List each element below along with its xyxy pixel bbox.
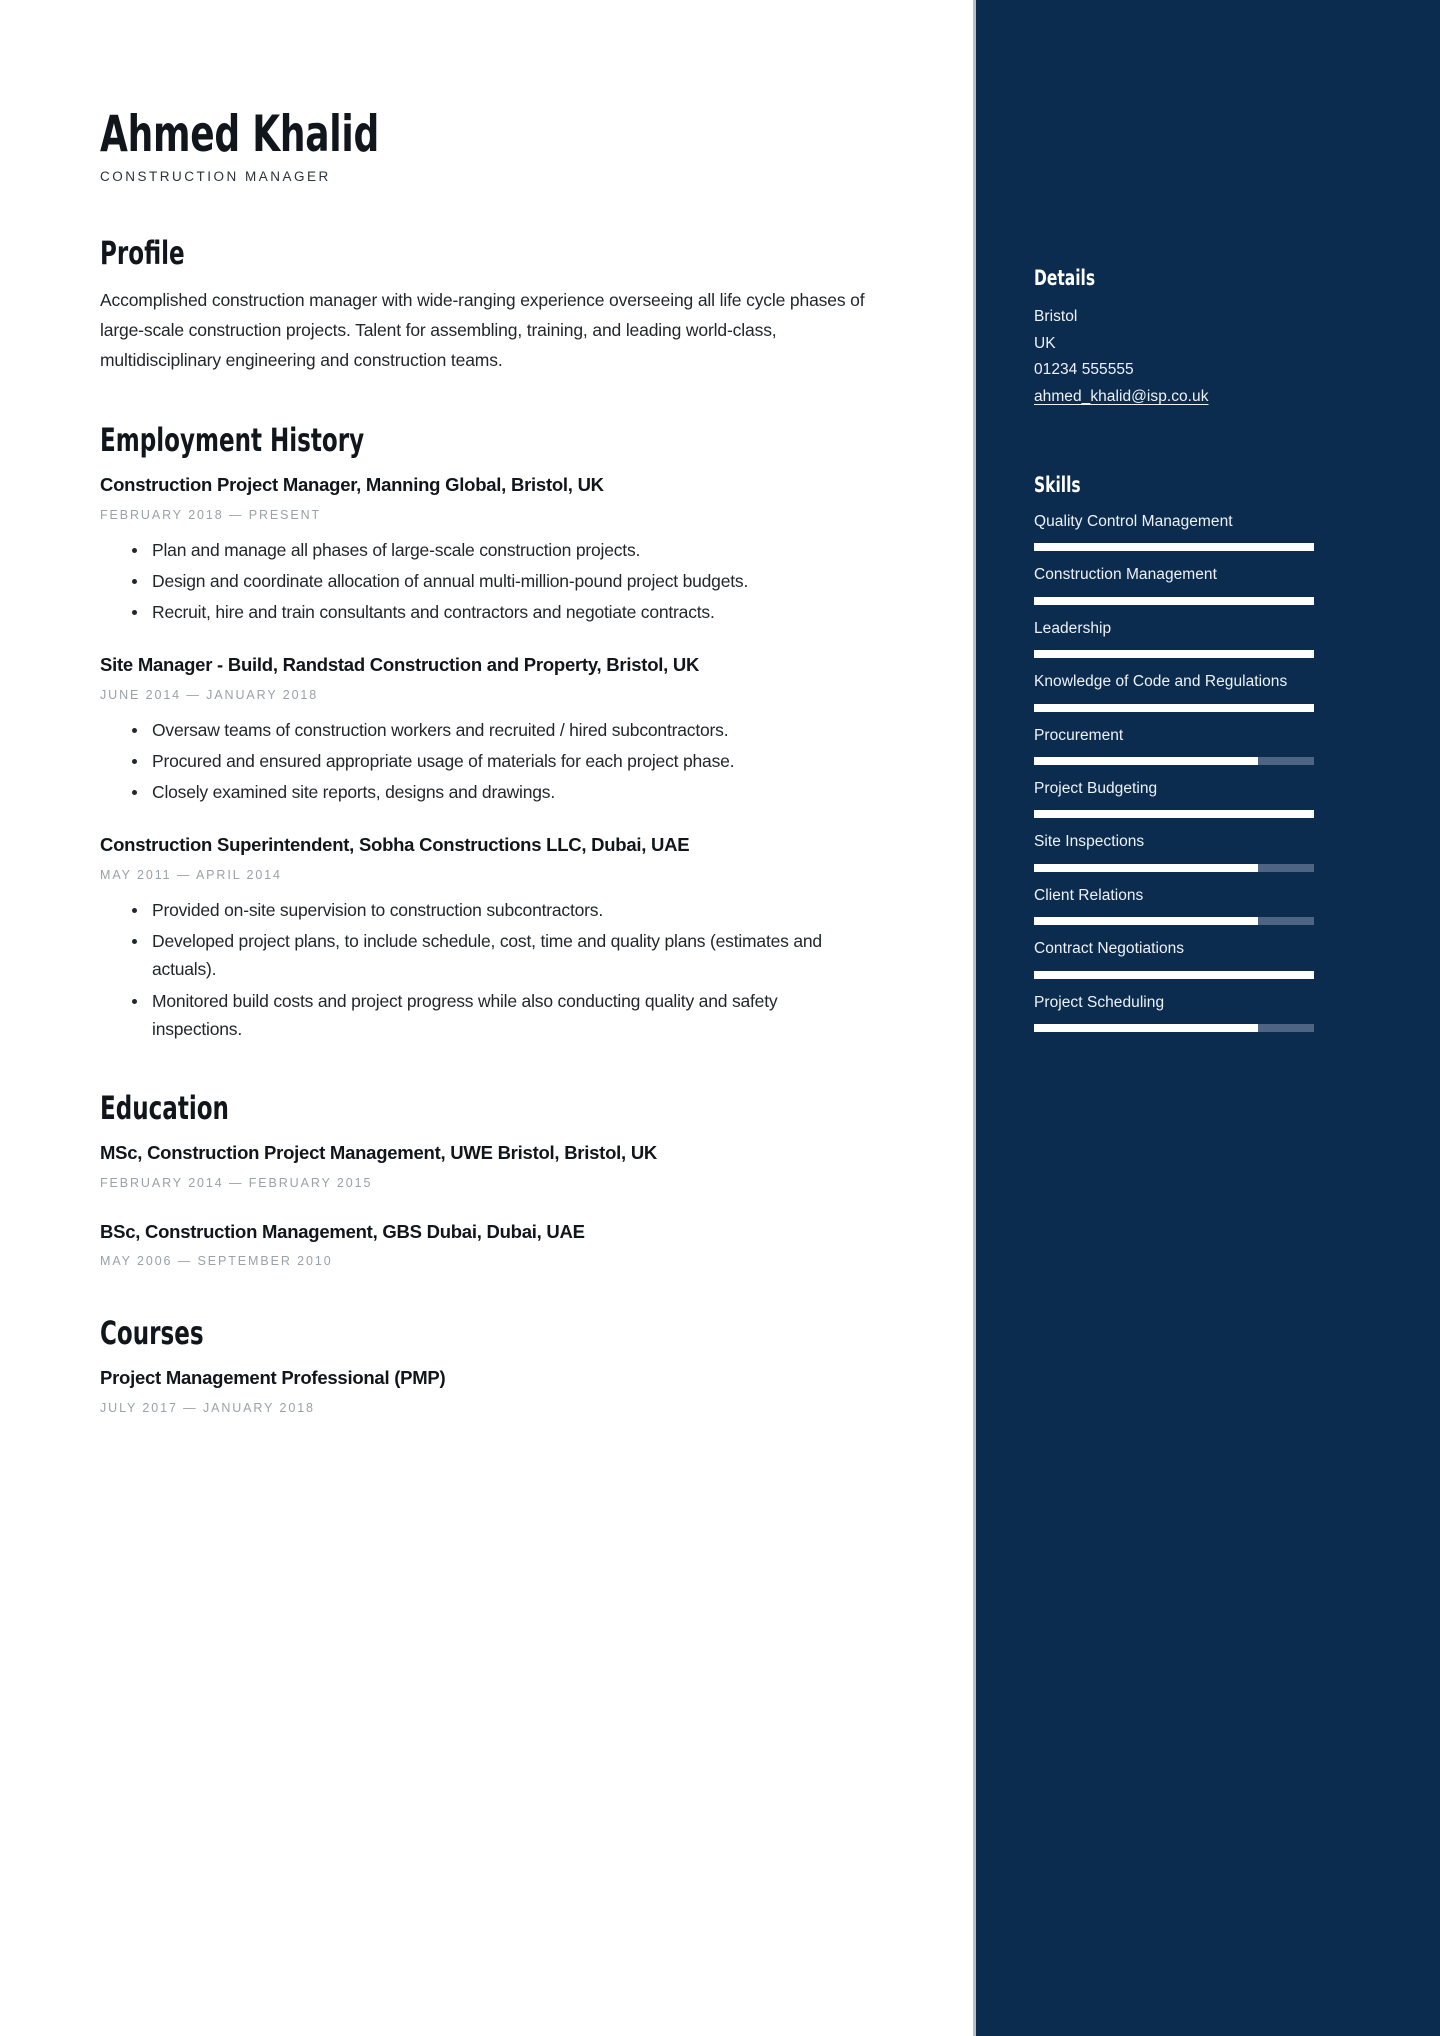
skill-progress-track [1034, 704, 1314, 712]
employment-entry-bullets [100, 896, 868, 1044]
skill-label: Knowledge of Code and Regulations [1034, 673, 1288, 691]
list-item: Plan and manage all phases of large-scale construction projects. [152, 536, 868, 564]
skill-progress-fill [1034, 917, 1258, 925]
detail-email-link[interactable]: ahmed_khalid@isp.co.uk [1034, 387, 1209, 405]
education-section [100, 1091, 868, 1268]
employment-entry-title: Construction Project Manager, Manning Global, Bristol, UK [100, 473, 604, 495]
skill-progress-track [1034, 971, 1314, 979]
profile-heading: Profile [100, 234, 185, 272]
skill-progress-track [1034, 810, 1314, 818]
skill-progress-fill [1034, 704, 1314, 712]
list-item: Monitored build costs and project progress while also conducting quality and safety inspections. [152, 987, 868, 1044]
skill-item [1034, 671, 1350, 711]
skill-progress-fill [1034, 864, 1258, 872]
education-entry [100, 1141, 868, 1190]
skill-item [1034, 885, 1350, 925]
employment-entry [100, 833, 868, 1044]
detail-country: UK [1034, 334, 1056, 352]
skill-label: Leadership [1034, 619, 1112, 637]
skill-item [1034, 725, 1350, 765]
details-section [1034, 266, 1350, 411]
skill-label: Quality Control Management [1034, 512, 1233, 530]
employment-entry-title: Site Manager - Build, Randstad Construction and Property, Bristol, UK [100, 653, 700, 675]
employment-history-section [100, 423, 868, 1043]
employment-entry-bullets [100, 536, 868, 627]
details-heading: Details [1034, 266, 1096, 290]
skill-progress-fill [1034, 543, 1314, 551]
skill-progress-fill [1034, 597, 1314, 605]
skill-progress-track [1034, 917, 1314, 925]
skill-progress-fill [1034, 650, 1314, 658]
skill-item [1034, 778, 1350, 818]
education-entry-date: MAY 2006 — SEPTEMBER 2010 [100, 1254, 333, 1269]
skill-label: Procurement [1034, 726, 1124, 744]
profile-section [100, 236, 868, 375]
skill-label: Construction Management [1034, 566, 1217, 584]
skill-label: Site Inspections [1034, 833, 1145, 851]
skill-item [1034, 992, 1350, 1032]
skill-progress-track [1034, 864, 1314, 872]
skill-label: Project Budgeting [1034, 779, 1158, 797]
skill-progress-fill [1034, 757, 1258, 765]
page-title: Ahmed Khalid [100, 105, 379, 163]
skill-progress-track [1034, 1024, 1314, 1032]
skill-progress-track [1034, 543, 1314, 551]
skill-item [1034, 564, 1350, 604]
skills-heading: Skills [1034, 472, 1081, 497]
course-entry [100, 1366, 868, 1415]
skill-item [1034, 511, 1350, 551]
employment-entry [100, 653, 868, 807]
job-title-subtitle: CONSTRUCTION MANAGER [100, 169, 331, 184]
skill-label: Client Relations [1034, 886, 1144, 904]
skill-progress-fill [1034, 1024, 1258, 1032]
course-entry-title: Project Management Professional (PMP) [100, 1366, 446, 1388]
employment-entry-bullets [100, 716, 868, 807]
list-item: Oversaw teams of construction workers and recruited / hired subcontractors. [152, 716, 868, 744]
courses-section [100, 1316, 868, 1414]
skill-item [1034, 831, 1350, 871]
education-entry [100, 1220, 868, 1269]
skill-progress-track [1034, 597, 1314, 605]
employment-entry-date: MAY 2011 — APRIL 2014 [100, 867, 282, 882]
list-item: Design and coordinate allocation of annual multi-million-pound project budgets. [152, 567, 868, 595]
employment-entry-date: JUNE 2014 — JANUARY 2018 [100, 687, 319, 702]
list-item: Procured and ensured appropriate usage of materials for each project phase. [152, 747, 868, 775]
profile-text: Accomplished construction manager with wide-ranging experience overseeing all life cycle phases of large-scale construction projects. Talent for assembling, training, and leading world-class, multidisciplinary engineering and construction teams. [100, 290, 865, 371]
detail-phone: 01234 555555 [1034, 361, 1134, 379]
skill-progress-track [1034, 650, 1314, 658]
employment-entry [100, 473, 868, 627]
skill-progress-fill [1034, 810, 1314, 818]
education-entry-date: FEBRUARY 2014 — FEBRUARY 2015 [100, 1175, 373, 1190]
skill-item [1034, 618, 1350, 658]
courses-heading: Courses [100, 1314, 204, 1353]
sidebar-column [976, 0, 1440, 2036]
list-item: Developed project plans, to include schedule, cost, time and quality plans (estimates and actuals). [152, 927, 868, 984]
course-entry-date: JULY 2017 — JANUARY 2018 [100, 1400, 315, 1415]
list-item: Recruit, hire and train consultants and contractors and negotiate contracts. [152, 598, 868, 626]
education-heading: Education [100, 1089, 229, 1128]
skill-progress-track [1034, 757, 1314, 765]
list-item: Closely examined site reports, designs and drawings. [152, 778, 868, 806]
list-item: Provided on-site supervision to construction subcontractors. [152, 896, 868, 924]
resume-header [100, 105, 868, 184]
education-entry-title: MSc, Construction Project Management, UWE Bristol, Bristol, UK [100, 1141, 658, 1163]
education-entry-title: BSc, Construction Management, GBS Dubai, Dubai, UAE [100, 1220, 585, 1242]
employment-history-heading: Employment History [100, 421, 365, 460]
employment-entry-title: Construction Superintendent, Sobha Constructions LLC, Dubai, UAE [100, 833, 690, 855]
skill-label: Contract Negotiations [1034, 940, 1185, 958]
skill-label: Project Scheduling [1034, 993, 1165, 1011]
skill-progress-fill [1034, 971, 1314, 979]
skill-item [1034, 938, 1350, 978]
skills-section [1034, 473, 1350, 1033]
detail-city: Bristol [1034, 308, 1078, 325]
employment-entry-date: FEBRUARY 2018 — PRESENT [100, 507, 322, 522]
